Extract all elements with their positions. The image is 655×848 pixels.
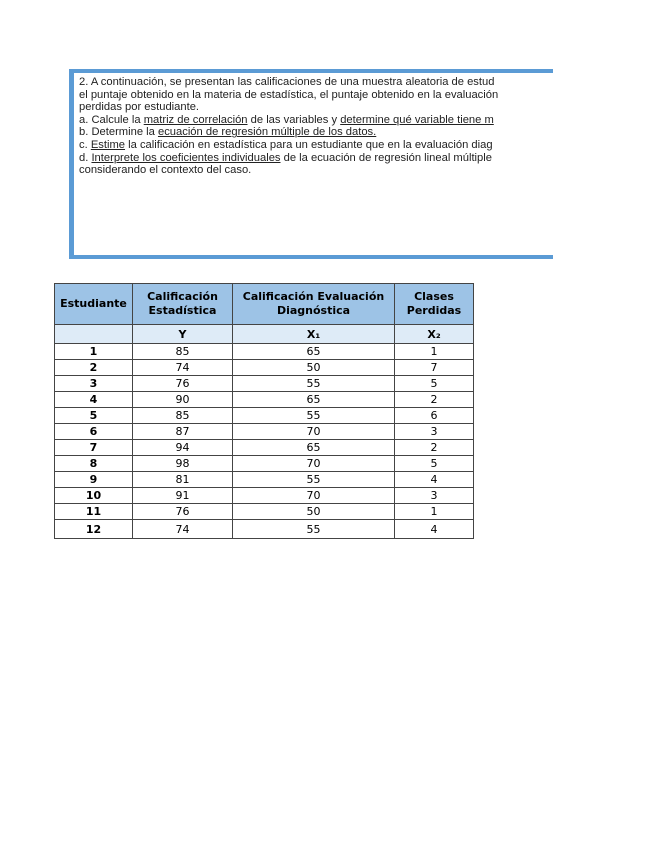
cell-x1: 55 — [233, 376, 395, 392]
subheader-row — [55, 325, 474, 344]
cell-y: 76 — [133, 376, 233, 392]
instruction-d-rest: de la ecuación de regresión lineal múltiple — [280, 151, 492, 164]
instructions-line-1: 2. A continuación, se presentan las calificaciones de una muestra aleatoria de estud — [79, 76, 495, 88]
table-row — [55, 472, 474, 488]
header-cal-diag-line-1: Calificación Evaluación — [242, 290, 385, 303]
table-row — [55, 520, 474, 539]
cell-x2: 5 — [395, 456, 474, 472]
cell-estudiante: 4 — [55, 392, 133, 408]
cell-x2: 3 — [395, 424, 474, 440]
header-calificacion-estadistica — [133, 284, 233, 325]
page-margin-mask — [553, 60, 655, 270]
cell-x2: 2 — [395, 392, 474, 408]
cell-x2: 1 — [395, 504, 474, 520]
cell-y: 76 — [133, 504, 233, 520]
instruction-c-rest: la calificación en estadística para un estudiante que en la evaluación diag — [125, 138, 493, 151]
instruction-c — [79, 139, 569, 152]
table-row — [55, 344, 474, 360]
table-row — [55, 392, 474, 408]
cell-estudiante: 1 — [55, 344, 133, 360]
header-estudiante — [55, 284, 133, 325]
cell-estudiante: 3 — [55, 376, 133, 392]
cell-y: 81 — [133, 472, 233, 488]
cell-estudiante: 7 — [55, 440, 133, 456]
instruction-a-prefix: a. Calcule la — [79, 113, 144, 126]
cell-x1: 65 — [233, 392, 395, 408]
instruction-d-line-2: considerando el contexto del caso. — [79, 164, 252, 177]
header-cal-est-line-2: Estadística — [148, 304, 217, 317]
instruction-d-underlined: Interprete los coeficientes individuales — [91, 151, 281, 164]
instruction-a — [79, 114, 569, 127]
header-clases-line-2: Perdidas — [406, 304, 462, 317]
cell-x2: 4 — [395, 520, 474, 539]
cell-estudiante: 10 — [55, 488, 133, 504]
instruction-b — [79, 126, 569, 139]
header-cal-diag-line-2: Diagnóstica — [276, 304, 351, 317]
header-estudiante-text: Estudiante — [60, 297, 127, 310]
cell-estudiante: 11 — [55, 504, 133, 520]
table-row — [55, 456, 474, 472]
instructions-line-2: el puntaje obtenido en la materia de estadística, el puntaje obtenido en la evaluación — [79, 88, 499, 101]
subheader-y: Y — [133, 325, 233, 344]
cell-estudiante: 12 — [55, 520, 133, 539]
cell-x2: 3 — [395, 488, 474, 504]
table-row — [55, 440, 474, 456]
table-row — [55, 360, 474, 376]
cell-x2: 5 — [395, 376, 474, 392]
cell-y: 85 — [133, 408, 233, 424]
cell-x1: 70 — [233, 424, 395, 440]
cell-y: 85 — [133, 344, 233, 360]
cell-x1: 55 — [233, 472, 395, 488]
grades-table — [54, 283, 474, 539]
table-row — [55, 504, 474, 520]
instruction-a-underlined-2: determine qué variable tiene m — [340, 113, 494, 126]
instructions-text — [79, 76, 569, 177]
cell-y: 94 — [133, 440, 233, 456]
cell-y: 98 — [133, 456, 233, 472]
cell-x1: 50 — [233, 360, 395, 376]
cell-estudiante: 2 — [55, 360, 133, 376]
instructions-line-3: perdidas por estudiante. — [79, 101, 200, 114]
instruction-a-middle: de las variables y — [247, 113, 341, 126]
table-row — [55, 488, 474, 504]
subheader-x1: X₁ — [233, 325, 395, 344]
instructions-box — [69, 69, 569, 259]
header-clases-line-1: Clases — [414, 290, 454, 303]
cell-x1: 65 — [233, 344, 395, 360]
cell-x1: 55 — [233, 520, 395, 539]
instruction-a-underlined-1: matriz de correlación — [143, 113, 248, 126]
instruction-c-underlined: Estime — [90, 138, 126, 151]
header-calificacion-diagnostica — [233, 284, 395, 325]
header-clases-perdidas — [395, 284, 474, 325]
cell-estudiante: 5 — [55, 408, 133, 424]
header-cal-est-line-1: Calificación — [147, 290, 218, 303]
cell-x2: 4 — [395, 472, 474, 488]
cell-estudiante: 9 — [55, 472, 133, 488]
cell-x1: 65 — [233, 440, 395, 456]
cell-y: 74 — [133, 360, 233, 376]
table-row — [55, 376, 474, 392]
cell-x1: 70 — [233, 488, 395, 504]
table-row — [55, 408, 474, 424]
cell-x2: 1 — [395, 344, 474, 360]
cell-estudiante: 6 — [55, 424, 133, 440]
instruction-d-prefix: d. — [79, 151, 92, 164]
cell-x2: 7 — [395, 360, 474, 376]
table-row — [55, 424, 474, 440]
cell-y: 74 — [133, 520, 233, 539]
cell-y: 87 — [133, 424, 233, 440]
subheader-estudiante — [55, 325, 133, 344]
cell-y: 91 — [133, 488, 233, 504]
subheader-x2: X₂ — [395, 325, 474, 344]
cell-x1: 70 — [233, 456, 395, 472]
cell-x1: 55 — [233, 408, 395, 424]
instruction-c-prefix: c. — [79, 138, 91, 151]
cell-estudiante: 8 — [55, 456, 133, 472]
instruction-d — [79, 152, 569, 165]
cell-y: 90 — [133, 392, 233, 408]
instruction-b-prefix: b. Determine la — [79, 126, 158, 139]
cell-x2: 2 — [395, 440, 474, 456]
instruction-b-underlined: ecuación de regresión múltiple de los datos. — [157, 126, 377, 139]
cell-x2: 6 — [395, 408, 474, 424]
cell-x1: 50 — [233, 504, 395, 520]
